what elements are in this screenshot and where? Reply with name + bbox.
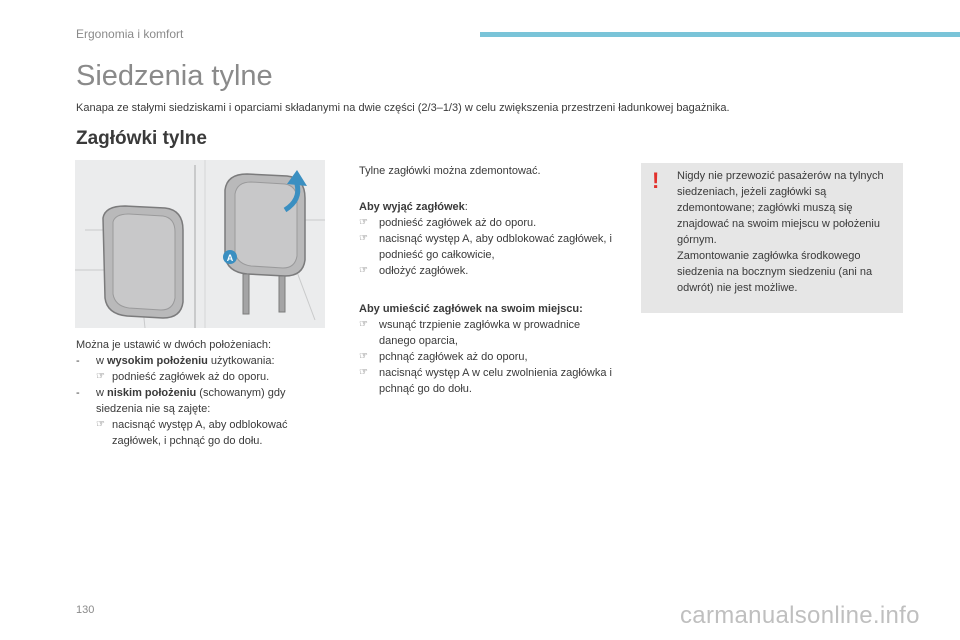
dash-bullet: - bbox=[76, 387, 80, 399]
install-step bbox=[359, 317, 617, 349]
position-rest: (schowanym) gdy siedzenia nie są zajęte: bbox=[96, 387, 286, 415]
position-steps-low bbox=[96, 417, 326, 449]
install-steps bbox=[359, 317, 617, 397]
position-step-text: podnieść zagłówek aż do oporu. bbox=[112, 371, 270, 383]
marker-a-label: A bbox=[226, 253, 234, 263]
remove-heading-text: Aby wyjąć zagłówek bbox=[359, 201, 465, 213]
section-subtitle: Zagłówki tylne bbox=[76, 128, 207, 149]
headrest-drawing bbox=[75, 160, 325, 328]
dash-bullet: - bbox=[76, 355, 80, 367]
arrow-bullet-icon: ☞ bbox=[359, 233, 368, 244]
arrow-bullet-icon: ☞ bbox=[96, 419, 105, 430]
remove-steps bbox=[359, 215, 617, 279]
position-item-high bbox=[76, 353, 326, 385]
install-step bbox=[359, 349, 617, 365]
remove-step-text: podnieść zagłówek aż do oporu. bbox=[379, 217, 537, 229]
page-title: Siedzenia tylne bbox=[76, 60, 273, 92]
headrest-illustration bbox=[75, 160, 325, 328]
arrow-bullet-icon: ☞ bbox=[359, 351, 368, 362]
position-name-high: wysokim położeniu bbox=[107, 355, 208, 367]
position-rest: użytkowania: bbox=[207, 355, 275, 367]
positions-block bbox=[76, 337, 326, 449]
watermark: carmanualsonline.info bbox=[680, 602, 920, 629]
page-number: 130 bbox=[76, 604, 95, 616]
positions-list bbox=[76, 353, 326, 449]
remove-step bbox=[359, 263, 617, 279]
position-item-low bbox=[76, 385, 326, 449]
remove-step bbox=[359, 215, 617, 231]
position-prefix: w bbox=[96, 387, 107, 399]
position-step bbox=[96, 369, 326, 385]
arrow-bullet-icon: ☞ bbox=[359, 265, 368, 276]
removal-block bbox=[359, 163, 617, 397]
section-label: Ergonomia i komfort bbox=[76, 27, 184, 41]
position-name-low: niskim położeniu bbox=[107, 387, 197, 399]
arrow-bullet-icon: ☞ bbox=[359, 217, 368, 228]
position-steps-high bbox=[96, 369, 326, 385]
removable-note: Tylne zagłówki można zdemontować. bbox=[359, 165, 541, 177]
install-step bbox=[359, 365, 617, 397]
warning-icon: ! bbox=[652, 168, 660, 193]
install-heading: Aby umieścić zagłówek na swoim miejscu: bbox=[359, 303, 583, 315]
position-prefix: w bbox=[96, 355, 107, 367]
positions-intro: Można je ustawić w dwóch położeniach: bbox=[76, 339, 272, 351]
arrow-bullet-icon: ☞ bbox=[359, 367, 368, 378]
remove-step-text: nacisnąć występ A, aby odblokować zagłówek, i podnieść go całkowicie, bbox=[379, 233, 612, 261]
arrow-bullet-icon: ☞ bbox=[96, 371, 105, 382]
warning-text-1: Nigdy nie przewozić pasażerów na tylnych siedzeniach, jeżeli zagłówki są zdemontowane; zagłówki muszą się znajdować na swoim miejscu w położeniu górnym. bbox=[677, 170, 884, 246]
install-step-text: nacisnąć występ A w celu zwolnienia zagłówka i pchnąć go do dołu. bbox=[379, 367, 612, 395]
header-accent-bar bbox=[480, 32, 960, 37]
warning-text-2: Zamontowanie zagłówka środkowego siedzenia na bocznym siedzeniu (ani na odwrót) nie jest możliwe. bbox=[677, 250, 873, 294]
install-step-text: wsunąć trzpienie zagłówka w prowadnice danego oparcia, bbox=[379, 319, 581, 347]
remove-step bbox=[359, 231, 617, 263]
position-step-text: nacisnąć występ A, aby odblokować zagłówek, i pchnąć go do dołu. bbox=[112, 419, 288, 447]
install-step-text: pchnąć zagłówek aż do oporu, bbox=[379, 351, 528, 363]
arrow-bullet-icon: ☞ bbox=[359, 319, 368, 330]
remove-step-text: odłożyć zagłówek. bbox=[379, 265, 469, 277]
position-step bbox=[96, 417, 326, 449]
remove-heading: Aby wyjąć zagłówek: bbox=[359, 201, 468, 213]
warning-text bbox=[677, 168, 899, 296]
intro-text: Kanapa ze stałymi siedziskami i oparciami składanymi na dwie części (2/3–1/3) w celu zwiększenia przestrzeni ładunkowej bagażnika. bbox=[76, 102, 730, 114]
